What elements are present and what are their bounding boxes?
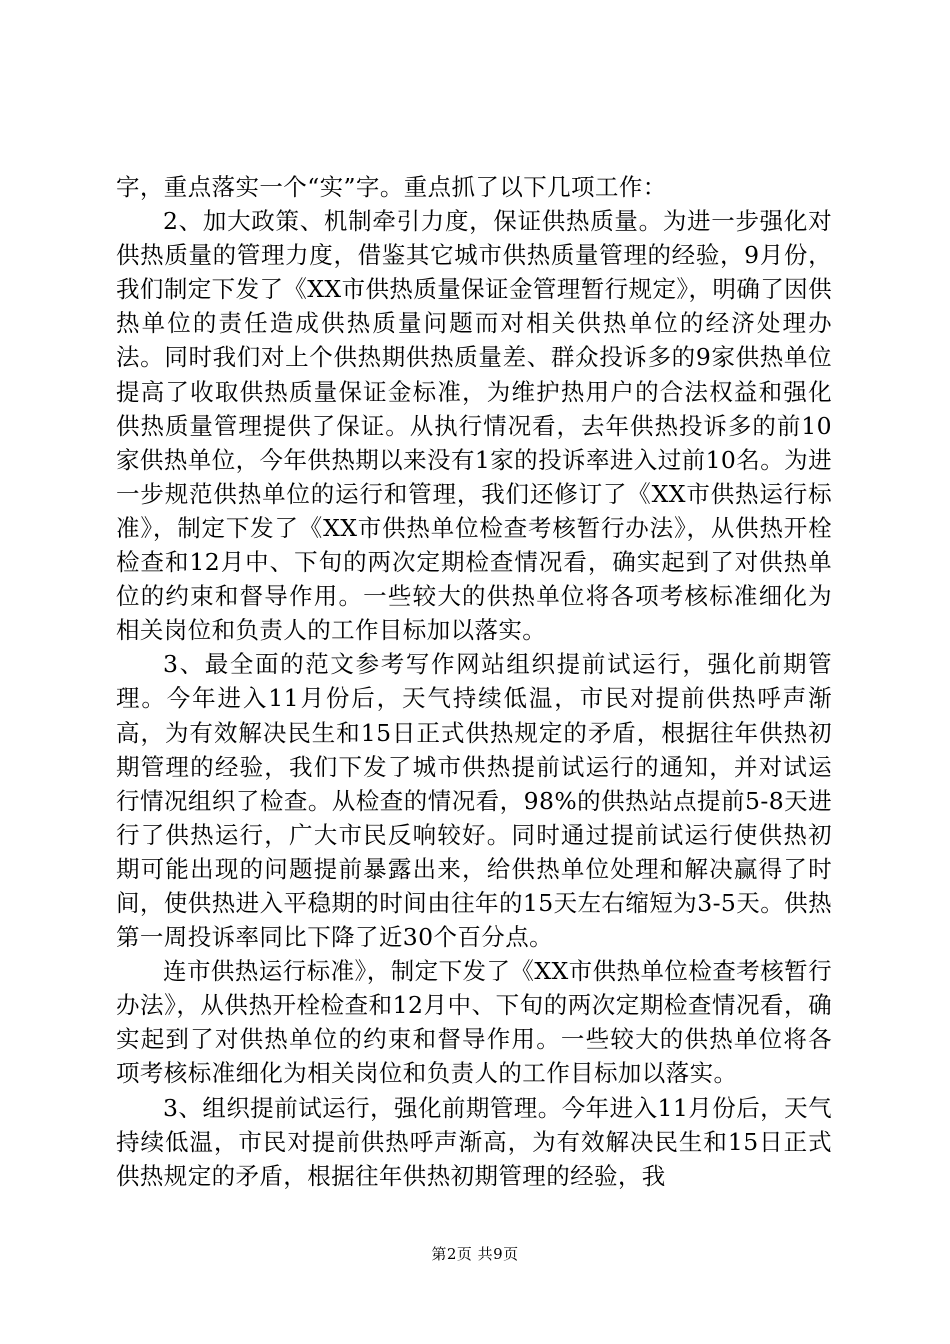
paragraph-policy-mechanism: 2、加大政策、机制牵引力度，保证供热质量。为进一步强化对供热质量的管理力度，借鉴其它城市供热质量管理的经验，9月份，我们制定下发了《XX市供热质量保证金管理暂行规定》，明确了因供热单位的责任造成供热质量问题而对相关供热单位的经济处理办法。同时我们对上个供热期供热质量差、群众投诉多的9家供热单位提高了收取供热质量保证金标准，为维护热用户的合法权益和强化供热质量管理提供了保证。从执行情况看，去年供热投诉多的前10家供热单位，今年供热期以来没有1家的投诉率进入过前10名。为进一步规范供热单位的运行和管理，我们还修订了《XX市供热运行标准》，制定下发了《XX市供热单位检查考核暂行办法》，从供热开栓检查和12月中、下旬的两次定期检查情况看，确实起到了对供热单位的约束和督导作用。一些较大的供热单位将各项考核标准细化为相关岗位和负责人的工作目标加以落实。 <box>116 207 832 645</box>
paragraph-continuation: 字，重点落实一个“实”字。重点抓了以下几项工作： <box>116 173 667 201</box>
page-footer <box>0 1244 950 1264</box>
document-body <box>116 170 832 1193</box>
paragraph-operation-standard: 连市供热运行标准》，制定下发了《XX市供热单位检查考核暂行办法》，从供热开栓检查和12月中、下旬的两次定期检查情况看，确实起到了对供热单位的约束和督导作用。一些较大的供热单位将各项考核标准细化为相关岗位和负责人的工作目标加以落实。 <box>116 957 832 1088</box>
paragraph-trial-operation-repeat: 3、组织提前试运行，强化前期管理。今年进入11月份后，天气持续低温，市民对提前供热呼声渐高，为有效解决民生和15日正式供热规定的矛盾，根据往年供热初期管理的经验，我 <box>116 1093 832 1190</box>
paragraph-trial-operation: 3、最全面的范文参考写作网站组织提前试运行，强化前期管理。今年进入11月份后，天气持续低温，市民对提前供热呼声渐高，为有效解决民生和15日正式供热规定的矛盾，根据往年供热初期管理的经验，我们下发了城市供热提前试运行的通知，并对试运行情况组织了检查。从检查的情况看，98%的供热站点提前5-8天进行了供热运行，广大市民反响较好。同时通过提前试运行使供热初期可能出现的问题提前暴露出来，给供热单位处理和解决赢得了时间，使供热进入平稳期的时间由往年的15天左右缩短为3-5天。供热第一周投诉率同比下降了近30个百分点。 <box>116 650 832 952</box>
page-number: 第2页 共9页 <box>431 1245 519 1263</box>
